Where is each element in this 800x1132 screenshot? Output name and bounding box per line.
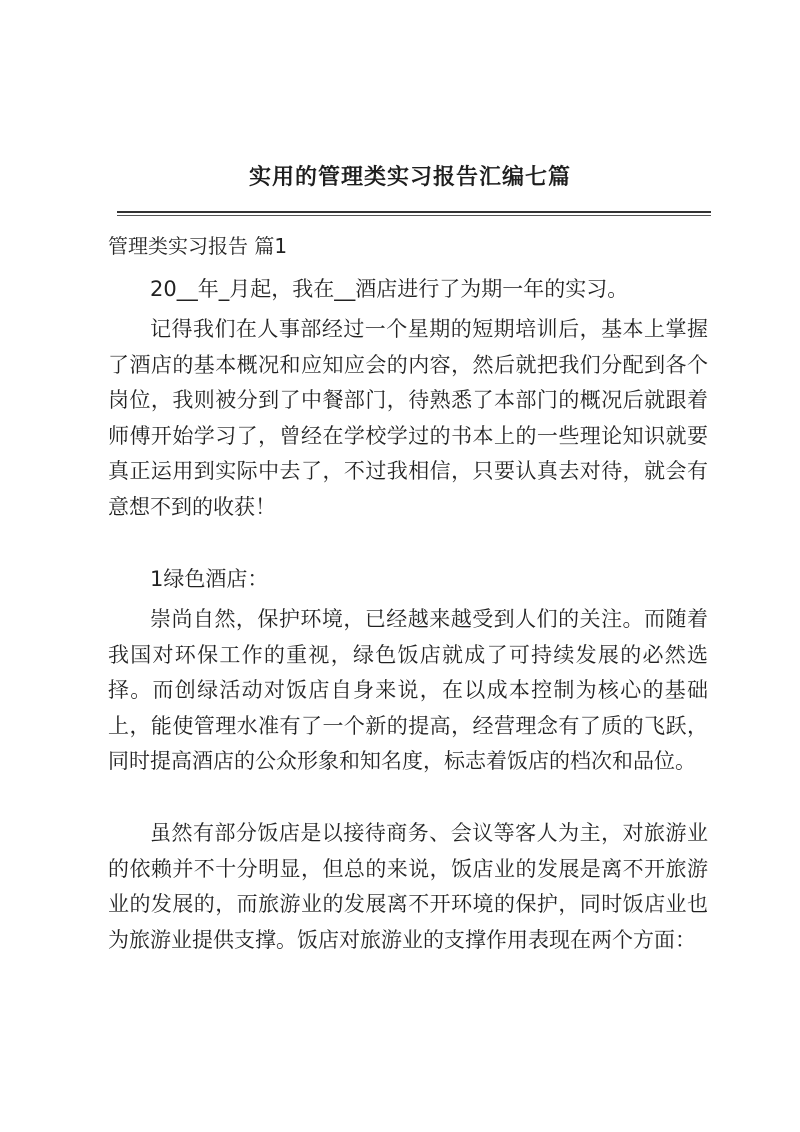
subheading-green-hotel: 1绿色酒店： xyxy=(150,567,269,591)
section-heading: 管理类实习报告 篇1 xyxy=(108,234,288,258)
paragraph-training: 记得我们在人事部经过一个星期的短期培训后，基本上掌握了酒店的基本概况和应知应会的内容，然后就把我们分配到各个岗位，我则被分到了中餐部门，待熟悉了本部门的概况后就跟着师傅开始学习了，曾经在学校学过的书本上的一些理论知识就要真正运用到实际中去了，不过我相信，只要认真去对待，就会有意想不到的收获！ xyxy=(108,317,708,519)
paragraph-tourism: 虽然有部分饭店是以接待商务、会议等客人为主，对旅游业的依赖并不十分明显，但总的来说，饭店业的发展是离不开旅游业的发展的，而旅游业的发展离不开环境的保护，同时饭店业也为旅游业提供支撑。饭店对旅游业的支撑作用表现在两个方面： xyxy=(108,821,708,952)
title-divider-thick xyxy=(117,211,711,213)
title-divider-thin xyxy=(117,215,711,216)
paragraph-intro: 20__年_月起，我在__酒店进行了为期一年的实习。 xyxy=(150,277,629,301)
paragraph-green-hotel: 崇尚自然，保护环境，已经越来越受到人们的关注。而随着我国对环保工作的重视，绿色饭店就成了可持续发展的必然选择。而创绿活动对饭店自身来说，在以成本控制为核心的基础上，能使管理水准有了一个新的提高，经营理念有了质的飞跃，同时提高酒店的公众形象和知名度，标志着饭店的档次和品位。 xyxy=(108,607,708,773)
document-title: 实用的管理类实习报告汇编七篇 xyxy=(248,164,571,190)
